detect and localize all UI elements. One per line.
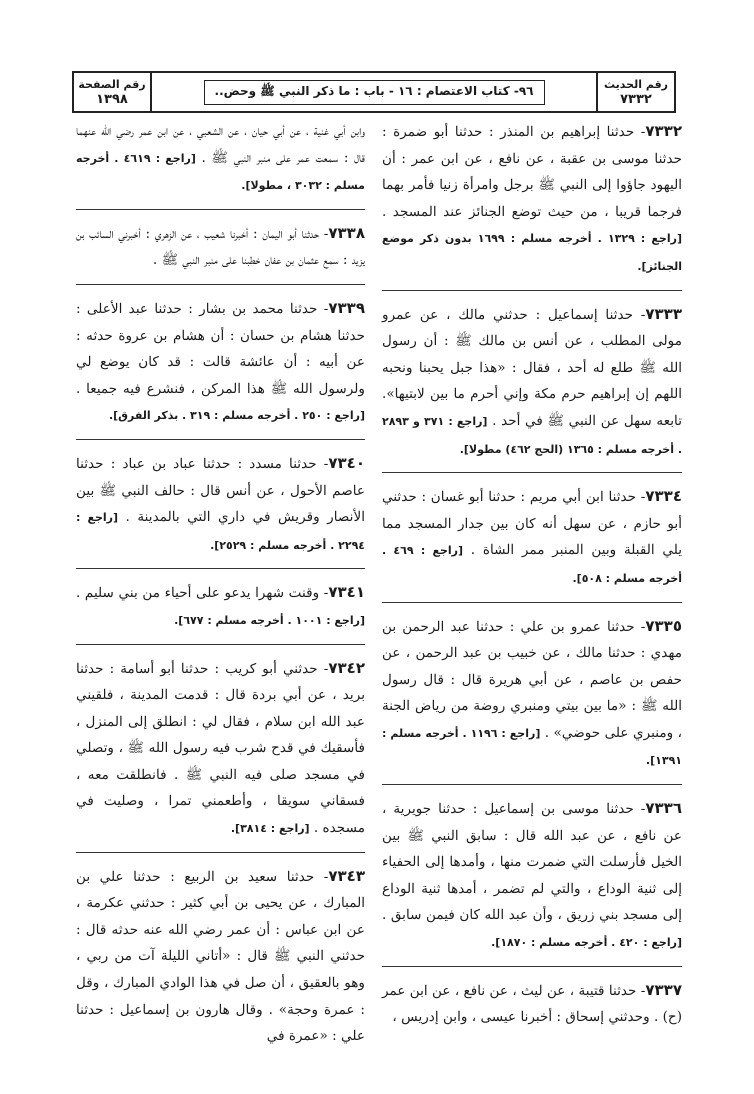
hadith-num: ٧٣٣٣	[645, 304, 682, 323]
hadith-num: ٧٣٣٤	[645, 487, 682, 506]
hadith-text: - حدثنا ابن أبي مريم : حدثنا أبو غسان : حدثني أبو حازم ، عن سهل أنه كان بين جدار المسجد مما يلي القبلة وبين المنبر ممر الشاة .	[382, 489, 682, 559]
hadith-entry	[76, 450, 365, 559]
hadith-entry	[76, 295, 365, 430]
right-column	[382, 118, 682, 1041]
page-header	[72, 71, 676, 113]
hadith-entry	[382, 118, 682, 281]
page-number-label: رقم الصفحة	[78, 78, 146, 91]
hadith-num: ٧٣٤٠	[328, 453, 365, 472]
divider	[76, 644, 365, 645]
divider	[382, 784, 682, 785]
divider	[76, 284, 365, 285]
hadith-ref: [راجع : ٣٨١٤].	[230, 822, 310, 836]
hadith-text: - وقنت شهرا يدعو على أحياء من بني سليم .	[76, 585, 329, 602]
hadith-entry	[382, 483, 682, 592]
hadith-num: ٧٣٤٣	[328, 866, 365, 885]
divider	[76, 209, 365, 210]
divider	[382, 290, 682, 291]
book-title: ٩٦- كتاب الاعتصام : ١٦ - باب : ما ذكر النبي ﷺ وحض..	[204, 80, 545, 105]
hadith-entry	[76, 655, 365, 843]
page-number: ١٣٩٨	[96, 92, 128, 107]
hadith-ref: [راجع : ١٠٠١ . أخرجه مسلم : ٦٧٧].	[174, 613, 365, 627]
divider	[76, 568, 365, 569]
hadith-ref: [راجع : ١٣٢٩ . أخرجه مسلم : ١٦٩٩ بدون ذكر موضع الجنائز].	[382, 232, 682, 273]
hadith-entry	[382, 301, 682, 464]
left-column	[76, 118, 365, 1060]
book-title-box	[150, 73, 598, 111]
hadith-ref: [راجع : ٣٧١ و ٢٨٩٣ . أخرجه مسلم : ١٣٦٥ (الحج ٤٦٢) مطولا].	[382, 414, 682, 456]
hadith-num: ٧٣٣٨	[328, 223, 365, 242]
hadith-text: - حدثنا عمرو بن علي : حدثنا عبد الرحمن بن مهدي : حدثنا مالك ، عن خبيب بن عبد الرحمن ، عن حفص بن عاصم ، عن أبي هريرة قال : قال رسول الله ﷺ : «ما بين بيتي ومنبري روضة من رياض الجنة ، ومنبري على حوضي» .	[382, 618, 682, 741]
hadith-num: ٧٣٣٥	[645, 616, 682, 635]
divider	[76, 439, 365, 440]
hadith-text: - حدثنا إبراهيم بن المنذر : حدثنا أبو ضمرة : حدثنا موسى بن عقبة ، عن نافع ، عن ابن عمر : أن اليهود جاؤوا إلى النبي ﷺ برجل وامرأة زنيا فأمر بهما فرجما قريبا ، من حيث توضع الجنائز عند المسجد .	[382, 124, 682, 220]
hadith-text: - حدثنا مسدد : حدثنا عباد بن عباد : حدثنا عاصم الأحول ، عن أنس قال : حالف النبي ﷺ بين الأنصار وقريش في داري التي بالمدينة .	[76, 455, 365, 526]
continued-text	[76, 118, 365, 200]
hadith-number-label: رقم الحديث	[604, 78, 668, 91]
hadith-ref: [راجع : ٢٢٩٤ . أخرجه مسلم : ٢٥٢٩].	[76, 511, 365, 552]
hadith-text: - حدثنا محمد بن بشار : حدثنا عبد الأعلى : حدثنا هشام بن حسان : أن هشام بن عروة حدثه : عن أبيه : أن عائشة قالت : قد كان يوضع لي ولرسول الله ﷺ هذا المركن ، فنشرع فيه جميعا .	[76, 300, 365, 397]
hadith-number: ٧٣٣٢	[620, 92, 652, 107]
hadith-num: ٧٣٣٧	[645, 980, 682, 999]
divider	[382, 472, 682, 473]
divider	[382, 602, 682, 603]
continued-hadith-ref: [راجع : ٤٦١٩ . أخرجه مسلم : ٣٠٣٢ ، مطولا].	[76, 151, 365, 193]
divider	[382, 966, 682, 967]
hadith-num: ٧٣٤٢	[328, 658, 365, 677]
divider	[76, 852, 365, 853]
hadith-text: - حدثني أبو كريب : حدثنا أبو أسامة : حدثنا بريد ، عن أبي بردة قال : قدمت المدينة ، فلقيني عبد الله ابن سلام ، فقال لي : انطلق إلى المنزل ، فأسقيك في قدح شرب فيه رسول الله ﷺ ، وتصلي في مسجد صلى فيه النبي ﷺ . فانطلقت معه ، فسقاني سويقا ، وأطعمني تمرا ، وصليت في مسجده .	[76, 660, 365, 837]
hadith-ref: [راجع : ٤٦٩ . أخرجه مسلم : ٥٠٨].	[382, 544, 682, 585]
hadith-entry	[76, 579, 365, 634]
hadith-text: - حدثنا أبو اليمان : أخبرنا شعيب ، عن الزهري : أخبرني السائب بن يزيد : سمع عثمان بن عفان خطبنا على منبر النبي ﷺ .	[76, 225, 365, 269]
hadith-num: ٧٣٣٩	[328, 298, 365, 317]
hadith-ref: [راجع : ٢٥٠ . أخرجه مسلم : ٣١٩ . بذكر الفرق].	[108, 409, 365, 423]
hadith-ref: [راجع : ٤٢٠ . أخرجه مسلم : ١٨٧٠].	[491, 936, 682, 950]
hadith-text: - حدثنا قتيبة ، عن ليث ، عن نافع ، عن ابن عمر (ح) . وحدثني إسحاق : أخبرنا عيسى ، وابن إدريس ،	[382, 982, 682, 1026]
hadith-text: - حدثنا إسماعيل : حدثني مالك ، عن عمرو مولى المطلب ، عن أنس بن مالك ﷺ : أن رسول الله ﷺ طلع له أحد ، فقال : «هذا جبل يحبنا ونحبه اللهم إن إبراهيم حرم مكة وإني أحرم ما بين لابتيها». تابعه سهل عن النبي ﷺ في أحد .	[382, 306, 682, 429]
hadith-entry	[382, 613, 682, 776]
hadith-entry	[382, 795, 682, 957]
hadith-number-box	[598, 73, 674, 111]
hadith-text: - حدثنا موسى بن إسماعيل : حدثنا جويرية ، عن نافع ، عن عبد الله قال : سابق النبي ﷺ بين الخيل فأرسلت التي ضمرت منها ، وأمدها إلى الحفياء إلى ثنية الوداع ، والتي لم تضمر ، أمدها ثنية الوداع إلى مسجد بني زريق ، وأن عبد الله كان فيمن سابق .	[382, 801, 682, 924]
page-number-box	[74, 73, 150, 111]
continued-hadith-text: وابن أبي غنية ، عن أبي حيان ، عن الشعبي ، عن ابن عمر رضي الله عنهما قال : سمعت عمر على منبر النبي ﷺ .	[76, 123, 365, 166]
hadith-text: - حدثنا سعيد بن الربيع : حدثنا علي بن المبارك ، عن يحيى بن أبي كثير : حدثني عكرمة ، عن ابن عباس : أن عمر رضي الله عنه حدثه قال : حدثني النبي ﷺ قال : «أتاني الليلة آت من ربي ، وهو بالعقيق ، أن صل في هذا الوادي المبارك ، وقل : عمرة وحجة» . وقال هارون بن إسماعيل : حدثنا علي : «عمرة في	[76, 868, 365, 1045]
hadith-num: ٧٣٣٦	[645, 799, 682, 818]
hadith-entry	[76, 220, 365, 275]
hadith-entry	[76, 863, 365, 1051]
hadith-num: ٧٣٤١	[328, 583, 365, 602]
hadith-ref: [راجع : ١١٩٦ . أخرجه مسلم : ١٣٩١].	[382, 726, 682, 768]
hadith-num: ٧٣٣٢	[645, 122, 682, 140]
hadith-entry	[382, 977, 682, 1032]
